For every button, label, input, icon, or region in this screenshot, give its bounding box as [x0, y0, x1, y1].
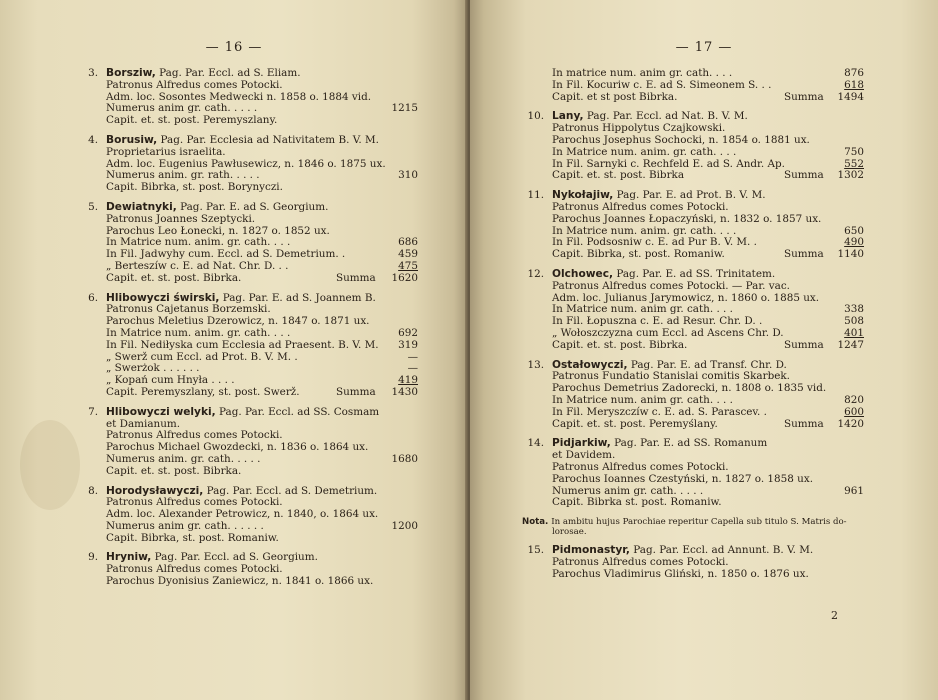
line-text: Parochus Demetrius Zadorecki, n. 1808 o. 1835 vid. — [552, 382, 827, 395]
parish-entry — [0, 68, 468, 127]
line-text: In Fil. Meryszczíw c. E. ad. S. Parascev. . — [552, 405, 767, 418]
entry-line — [470, 569, 938, 581]
entry-number: 13. — [527, 358, 544, 371]
line-text: Patronus Alfredus comes Potocki. — [552, 200, 729, 213]
parish-entry — [470, 438, 938, 509]
count-value: 508 — [844, 315, 864, 328]
entry-line — [470, 419, 938, 431]
parish-entry — [470, 190, 938, 261]
count-value: 600 — [844, 405, 864, 418]
parish-name: Horodysławyczi, — [106, 484, 204, 497]
line-text: In Matrice num. anim. gr. cath. . . . — [106, 326, 291, 339]
line-text: Adm. loc. Alexander Petrowicz, n. 1840, o. 1864 ux. — [106, 508, 379, 521]
line-text: In Matrice num. anim. gr. cath. . . . — [106, 236, 291, 249]
parish-name: Borsziw, — [106, 67, 156, 79]
line-text: Pag. Par. Eccl. ad S. Eliam. — [155, 67, 301, 79]
entry-line — [470, 170, 938, 182]
summa-value: 1247 — [837, 338, 864, 351]
line-text: Capit. Bibrka, st. post. Borynyczi. — [106, 181, 283, 194]
entry-number: 7. — [88, 405, 98, 418]
summa-label: Summa — [336, 271, 376, 284]
summa-value: 1420 — [837, 417, 864, 430]
entry-line — [0, 533, 468, 545]
count-value: 552 — [844, 157, 864, 170]
line-text: In matrice num. anim gr. cath. . . . — [552, 67, 733, 79]
line-text: „ Wołoszczyzna cum Eccl. ad Ascens Chr. D. — [552, 326, 784, 339]
line-text: Adm. loc. Sosontes Medwecki n. 1858 o. 1884 vid. — [106, 90, 372, 103]
parish-name: Lany, — [552, 110, 584, 123]
line-text: Capit. et. st. post. Bibrka. — [106, 464, 242, 477]
line-text: Patronus Alfredus comes Potocki. — [106, 496, 283, 509]
line-text: Capit. et. st. post. Peremyślany. — [552, 417, 718, 430]
parish-entry — [470, 545, 938, 580]
nota-line — [522, 517, 938, 527]
entry-line — [470, 438, 938, 450]
line-text: Adm. loc. Eugenius Pawłusewicz, n. 1846 o. 1875 ux. — [106, 157, 386, 170]
entry-line — [470, 474, 938, 486]
count-value: 750 — [844, 145, 864, 158]
line-text: Capit. et st post Bibrka. — [552, 90, 678, 103]
line-text: Proprietarius israelita. — [106, 145, 226, 158]
parish-name: Hlibowyczi welyki, — [106, 405, 216, 418]
right-page-content — [470, 68, 938, 588]
line-text: In Fil. Nediłyska cum Ecclesia ad Praesent. B. V. M. — [106, 338, 379, 351]
summa-label: Summa — [784, 417, 824, 430]
parish-entry — [0, 293, 468, 399]
summa-label: Summa — [336, 385, 376, 398]
line-text: Adm. loc. Julianus Jarymowicz, n. 1860 o. 1885 ux. — [552, 291, 820, 304]
entry-number: 10. — [527, 110, 544, 123]
parish-name: Hlibowyczi świrski, — [106, 291, 220, 304]
line-text: Parochus Dyonisius Zaniewicz, n. 1841 o. 1866 ux. — [106, 575, 374, 588]
line-text: Patronus Cajetanus Borzemski. — [106, 303, 271, 316]
line-text: Pag. Par. Eccl. ad Nat. B. V. M. — [583, 110, 748, 123]
entry-line — [0, 576, 468, 588]
line-text: Capit. Bibrka, st. post. Romaniw. — [552, 248, 725, 261]
line-text: Parochus Meletius Dzerowicz, n. 1847 o. 1871 ux. — [106, 315, 370, 328]
line-text: Pag. Par. E. ad S. Georgium. — [176, 200, 329, 213]
entry-number: 15. — [527, 544, 544, 557]
entry-number: 14. — [527, 437, 544, 450]
line-text: et Davidem. — [552, 449, 616, 462]
parish-name: Borusiw, — [106, 133, 158, 146]
entry-line — [470, 328, 938, 340]
line-text: Pag. Par. Eccl. ad Annunt. B. V. M. — [629, 544, 814, 557]
line-text: Patronus Alfredus comes Potocki. — [106, 429, 283, 442]
line-text: Pag. Par. Eccl. ad S. Georgium. — [151, 551, 318, 564]
entry-line — [0, 182, 468, 194]
entry-line — [470, 159, 938, 171]
count-value: 319 — [398, 338, 418, 351]
line-text: Numerus anim. gr. rath. . . . . — [106, 169, 260, 182]
line-text: Numerus anim gr. cath. . . . . . — [106, 519, 264, 532]
count-value: 419 — [398, 374, 418, 387]
line-text: Pag. Par. Ecclesia ad Nativitatem B. V. M. — [157, 133, 379, 146]
entry-line — [470, 80, 938, 92]
page-number: — 16 — — [205, 40, 263, 55]
page-number: — 17 — — [675, 40, 733, 55]
line-text: Parochus Leo Łonecki, n. 1827 o. 1852 ux. — [106, 224, 330, 237]
line-text: Pag. Par. E. ad SS. Romanum — [610, 437, 768, 450]
entry-line — [470, 92, 938, 104]
entry-line — [0, 407, 468, 419]
continuation-block — [470, 68, 938, 103]
count-value: 692 — [398, 326, 418, 339]
line-text: Capit. et. st. post. Bibrka — [552, 169, 685, 182]
entry-line — [0, 352, 468, 364]
line-text: Capit. Peremyszlany, st. post. Swerž. — [106, 385, 300, 398]
entry-line — [0, 466, 468, 478]
parish-entry — [470, 269, 938, 352]
line-text: In Fil. Podsosniw c. E. ad Pur B. V. M. . — [552, 236, 757, 249]
count-value: 459 — [398, 248, 418, 261]
line-text: Pag. Par. E. ad SS. Trinitatem. — [613, 267, 776, 280]
count-value: 338 — [844, 303, 864, 316]
parish-name: Olchowec, — [552, 267, 614, 280]
line-text: In Matrice num. anim. gr. cath. . . . — [552, 145, 737, 158]
parish-name: Nykołajiw, — [552, 189, 614, 202]
entry-number: 4. — [88, 133, 98, 146]
line-text: „ Kopań cum Hnyła . . . . — [106, 374, 235, 387]
count-value: 401 — [844, 326, 864, 339]
line-text: Capit. et. st. post. Peremyszlany. — [106, 114, 278, 127]
summa-value: 1302 — [837, 169, 864, 182]
count-value: 686 — [398, 236, 418, 249]
line-text: Capit. Bibrka st. post. Romaniw. — [552, 496, 722, 509]
line-text: In Fil. Kocuriw c. E. ad S. Simeonem S. . . — [552, 78, 772, 91]
summa-label: Summa — [784, 338, 824, 351]
line-text: Pag. Par. E. ad Prot. B. V. M. — [613, 189, 766, 202]
line-text: Parochus Ioannes Czestyński, n. 1827 o. 1858 ux. — [552, 472, 814, 485]
line-text: „ Berteszíw c. E. ad Nat. Chr. D. . . — [106, 259, 289, 272]
count-value: 876 — [844, 67, 864, 79]
parish-entry — [0, 202, 468, 285]
entry-line — [0, 115, 468, 127]
line-text: „ Swerž cum Eccl. ad Prot. B. V. M. . — [106, 350, 298, 363]
count-value: 310 — [398, 169, 418, 182]
nota-line: lorosae. — [552, 527, 587, 538]
entry-number: 8. — [88, 484, 98, 497]
line-text: In Matrice num. anim gr. cath. . . . — [552, 393, 733, 406]
summa-label: Summa — [784, 90, 824, 103]
entry-line — [470, 340, 938, 352]
line-text: Capit. et. st. post. Bibrka. — [552, 338, 688, 351]
line-text: In Matrice num. anim. gr. cath. . . . — [552, 224, 737, 237]
summa-value: 1494 — [837, 90, 864, 103]
count-value: 1200 — [391, 519, 418, 532]
count-value: — — [407, 350, 418, 363]
line-text: Patronus Alfredus comes Potocki. — [106, 563, 283, 576]
line-text: Capit. Bibrka, st. post. Romaniw. — [106, 531, 279, 544]
parish-entry — [0, 486, 468, 545]
entry-number: 3. — [88, 67, 98, 79]
line-text: Patronus Alfredus comes Potocki. — [552, 460, 729, 473]
entry-number: 6. — [88, 291, 98, 304]
line-text: Parochus Vladimirus Gliński, n. 1850 o. 1876 ux. — [552, 567, 809, 580]
count-value: 475 — [398, 259, 418, 272]
count-value: 1680 — [391, 452, 418, 465]
parish-entry — [470, 360, 938, 431]
line-text: Numerus anim gr. cath. . . . . — [106, 102, 258, 115]
entry-number: 12. — [527, 267, 544, 280]
parish-name: Dewiatnyki, — [106, 200, 177, 213]
line-text: Pag. Par. Eccl. ad SS. Cosmam — [215, 405, 380, 418]
count-value: 650 — [844, 224, 864, 237]
parish-entry — [0, 135, 468, 194]
right-page — [470, 0, 938, 700]
parish-name: Pidmonastyr, — [552, 544, 630, 557]
parish-name: Ostałowyczi, — [552, 358, 628, 371]
left-page-content — [0, 68, 468, 596]
line-text: In Fil. Łopuszna c. E. ad Resur. Chr. D. . — [552, 315, 763, 328]
line-text: Patronus Fundatio Stanislai comitis Skarbek. — [552, 370, 790, 383]
line-text: Parochus Josephus Sochocki, n. 1854 o. 1881 ux. — [552, 133, 810, 146]
line-text: Pag. Par. E. ad S. Joannem B. — [219, 291, 376, 304]
parish-name: Pidjarkiw, — [552, 437, 611, 450]
line-text: Patronus Joannes Szeptycki. — [106, 212, 256, 225]
summa-value: 1140 — [837, 248, 864, 261]
count-value: 1215 — [391, 102, 418, 115]
entry-line — [0, 135, 468, 147]
line-text: Pag. Par. Eccl. ad S. Demetrium. — [203, 484, 378, 497]
line-text: Parochus Michael Gwozdecki, n. 1836 o. 1864 ux. — [106, 441, 369, 454]
parish-entry — [0, 407, 468, 478]
parish-entry — [0, 552, 468, 587]
signature-mark: 2 — [831, 609, 838, 622]
count-value: 490 — [844, 236, 864, 249]
line-text: Patronus Alfredus comes Potocki. — Par. vac. — [552, 279, 790, 292]
count-value: 961 — [844, 484, 864, 497]
count-value: — — [407, 362, 418, 375]
nota-block — [470, 517, 938, 537]
line-text: „ Swerżok . . . . . . — [106, 362, 200, 375]
line-text: In Fil. Jadwyhy cum. Eccl. ad S. Demetrium. . — [106, 248, 346, 261]
nota-label: Nota. — [522, 517, 552, 528]
nota-text: In ambitu hujus Parochiae reperitur Capella sub titulo S. Matris do- — [551, 517, 847, 528]
summa-value: 1430 — [391, 385, 418, 398]
entry-number: 5. — [88, 200, 98, 213]
line-text: Numerus anim gr. cath. . . . . — [552, 484, 704, 497]
line-text: Patronus Alfredus comes Potocki. — [552, 555, 729, 568]
entry-number: 9. — [88, 551, 98, 564]
parish-entry — [470, 111, 938, 182]
line-text: In Matrice num. anim gr. cath. . . . — [552, 303, 733, 316]
entry-line — [0, 387, 468, 399]
count-value: 618 — [844, 78, 864, 91]
line-text: Parochus Joannes Łopaczyński, n. 1832 o. 1857 ux. — [552, 212, 822, 225]
line-text: Patronus Hippolytus Czajkowski. — [552, 122, 726, 135]
line-text: Capit. et. st. post. Bibrka. — [106, 271, 242, 284]
summa-label: Summa — [784, 248, 824, 261]
summa-label: Summa — [784, 169, 824, 182]
line-text: Numerus anim. gr. cath. . . . . — [106, 452, 261, 465]
line-text: et Damianum. — [106, 417, 181, 430]
line-text: Pag. Par. E. ad Transf. Chr. D. — [627, 358, 787, 371]
entry-number: 11. — [527, 189, 544, 202]
summa-value: 1620 — [391, 271, 418, 284]
left-page — [0, 0, 468, 700]
entry-line — [470, 249, 938, 261]
count-value: 820 — [844, 393, 864, 406]
line-text: In Fil. Sarnyki c. Rechfeld E. ad S. Andr. Ap. — [552, 157, 785, 170]
parish-name: Hryniw, — [106, 551, 152, 564]
entry-line — [470, 497, 938, 509]
line-text: Patronus Alfredus comes Potocki. — [106, 78, 283, 91]
entry-line — [0, 273, 468, 285]
